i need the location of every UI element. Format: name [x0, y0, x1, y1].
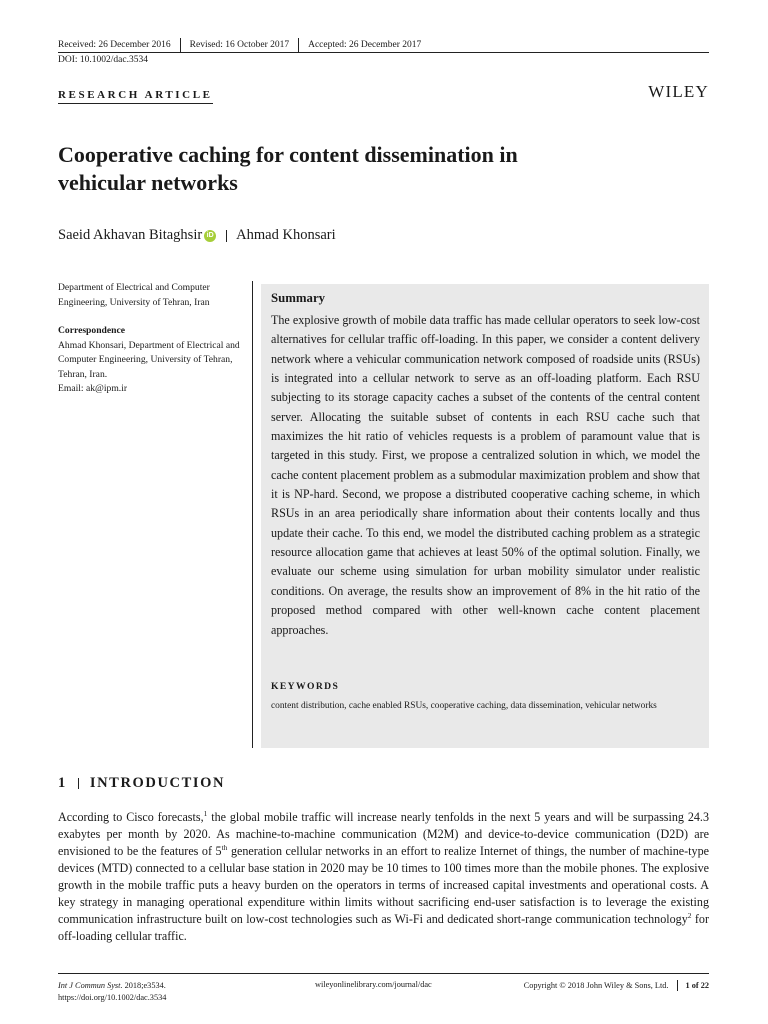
divider [677, 980, 678, 991]
intro-paragraph [58, 809, 709, 945]
copyright: Copyright © 2018 John Wiley & Sons, Ltd. [523, 981, 669, 990]
paper-title [58, 141, 658, 197]
section-number: 1 [58, 775, 67, 791]
correspondence-body: Ahmad Khonsari, Department of Electrical and Computer Engineering, University of Tehran, Tehran, Iran. [58, 339, 240, 380]
title-line-2: vehicular networks [58, 170, 238, 195]
accepted-date: Accepted: 26 December 2017 [308, 40, 422, 50]
intro-text: According to Cisco forecasts, [58, 810, 204, 824]
citation-ref[interactable]: 1 [203, 808, 208, 818]
divider [298, 38, 299, 52]
correspondence [58, 324, 240, 397]
author-list [58, 227, 336, 244]
superscript: th [221, 842, 228, 852]
column-divider [252, 281, 253, 748]
footer-doi-link[interactable]: https://doi.org/10.1002/dac.3534 [58, 993, 167, 1002]
intro-text: the global mobile traffic will increase nearly tenfolds in the next 5 years and will be surpassing 24.3 exabytes per month by 2020. As machine-to-machine communication (M2M) and device-to-device communication (D2D) are envisioned to be the features of 5 [58, 810, 709, 858]
article-dates [58, 38, 421, 52]
divider [226, 230, 227, 242]
author-1[interactable]: Saeid Akhavan Bitaghsir [58, 227, 203, 243]
footer-site-link[interactable]: wileyonlinelibrary.com/journal/dac [315, 980, 432, 989]
article-type: RESEARCH ARTICLE [58, 89, 213, 104]
author-2[interactable]: Ahmad Khonsari [236, 227, 336, 243]
section-heading [58, 775, 225, 792]
footer-rule [58, 973, 709, 974]
journal-name: Int J Commun Syst. [58, 981, 123, 990]
journal-cite: 2018;e3534. [122, 981, 166, 990]
section-title: INTRODUCTION [89, 775, 226, 791]
title-line-1: Cooperative caching for content dissemination in [58, 142, 518, 167]
header-rule [58, 52, 709, 53]
footer-right [524, 980, 709, 991]
summary-heading: Summary [271, 291, 326, 305]
correspondence-heading: Correspondence [58, 325, 125, 336]
page-number: 1 of 22 [685, 981, 709, 990]
intro-text: generation cellular networks in an effort to realize Internet of things, the number of machine-type devices (MTD) connected to a cellular base station in 2020 may be 10 times to 100 times more than the mobile phones. The explosive growth in the mobile traffic puts a heavy burden on the operators in terms of increased capital investments and operational costs. A key strategy in managing operational expenditure within limits without sacrificing end-user satisfaction is to leverage the existing communication infrastructure built on low-cost technologies such as Wi-Fi and dedicated short-range communication technology [58, 843, 709, 926]
correspondence-email[interactable]: Email: ak@ipm.ir [58, 383, 128, 394]
intro-text: for off-loading cellular traffic. [58, 911, 710, 943]
footer-citation [58, 980, 166, 1004]
keywords-text: content distribution, cache enabled RSUs, cooperative caching, data dissemination, vehicular networks [271, 701, 657, 711]
received-date: Received: 26 December 2016 [58, 40, 171, 50]
revised-date: Revised: 16 October 2017 [189, 40, 290, 50]
divider [180, 38, 181, 52]
citation-ref[interactable]: 2 [687, 910, 692, 920]
abstract-box [261, 284, 709, 748]
affiliation: Department of Electrical and Computer Engineering, University of Tehran, Iran [58, 282, 210, 308]
summary-text: The explosive growth of mobile data traffic has made cellular operators to seek low-cost alternatives for cellular traffic off-loading. In this paper, we consider a content delivery network where a vehicular communication network composed of roadside units (RSUs) is integrated into a cellular network to serve as an off-loading platform. Each RSU subjecting to its storage capacity caches a subset of the contents of the central content server. Allocating the suitable subset of contents in each RSU cache such that maximizes the hit ratio of vehicles requests is a problem of paramount value that is targeted in this study. First, we propose a centralized solution in which, we model the cache content placement problem as a submodular maximization problem and show that it is NP-hard. Second, we propose a distributed cooperative caching scheme, in which RSUs in an area periodically share information about their contents locally and thus update their cache. To this end, we model the distributed caching problem as a strategic resource allocation game that achieves at least 50% of the optimal solution. Finally, we evaluate our scheme using simulation for urban mobility simulator under realistic conditions. On average, the results show an improvement of 8% in the hit ratio of the proposed method compared with other well-known cache content placement approaches. [271, 313, 700, 637]
keywords-heading: KEYWORDS [271, 681, 340, 692]
publisher-logo: WILEY [648, 82, 709, 101]
doi: DOI: 10.1002/dac.3534 [58, 55, 148, 65]
divider [78, 778, 79, 789]
orcid-icon[interactable]: iD [204, 230, 216, 242]
